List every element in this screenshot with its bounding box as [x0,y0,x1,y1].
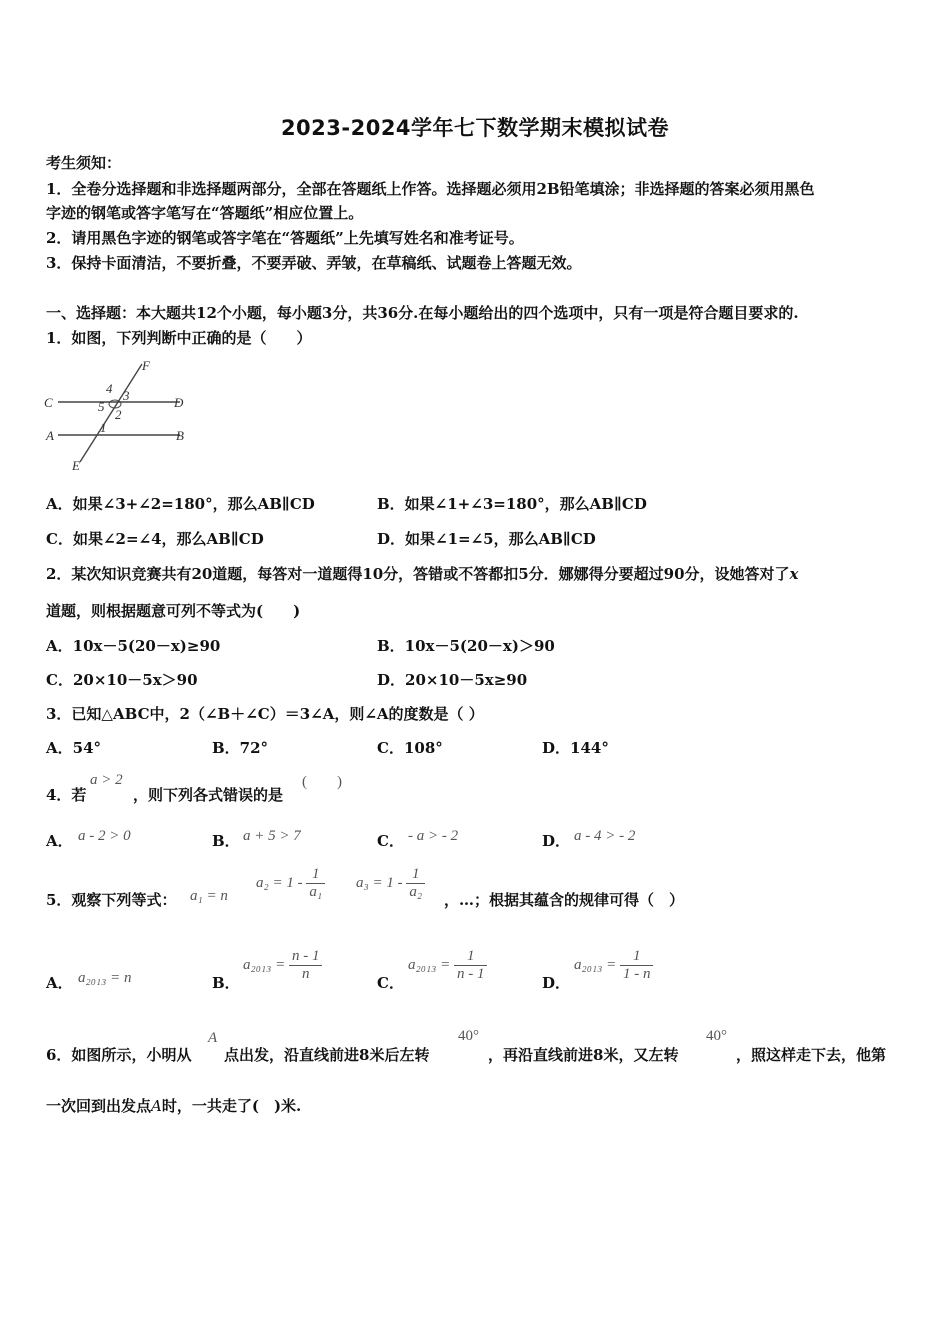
q5-option-d [574,948,653,983]
label-e: E [72,458,80,473]
q5-option-c-fraction [454,948,488,983]
q5-eq-2-left: a₂ = 1 - [256,874,303,891]
q5-eq-2-fraction [306,866,325,901]
q5-eq-2-den: a₁ [306,883,325,901]
q1-option-d: D．如果∠1=∠5，那么AB∥CD [377,530,596,548]
q5-option-c-den: n - 1 [454,965,488,983]
label-f: F [142,358,150,373]
q6-point-a: A [208,1030,218,1046]
q4-condition: a > 2 [90,772,123,788]
label-d: D [174,395,184,410]
q5-eq-3 [356,866,425,901]
label-angle-4: 4 [106,381,113,396]
q5-option-b-left: a₂₀₁₃ = [243,956,286,973]
q6-text-5 [46,1095,301,1116]
label-angle-3: 3 [123,388,130,403]
q3-option-d: D．144° [542,739,609,757]
q4-option-d: a - 4 > - 2 [574,828,636,844]
q2-option-a: A．10x－5(20－x)≥90 [46,637,221,655]
q5-option-a-label: A． [46,974,73,992]
q6-angle-1: 40° [458,1028,479,1044]
q6-text-2: 点出发，沿直线前进8米后左转 [224,1046,430,1064]
q5-eq-3-fraction [406,866,425,901]
q6-angle-2: 40° [706,1028,727,1044]
q6-text-5a: 一次回到出发点 [46,1097,152,1115]
q3-option-b: B．72° [212,739,269,757]
label-c: C [44,395,53,410]
q1-option-a: A．如果∠3+∠2=180°，那么AB∥CD [46,495,315,513]
q5-option-d-den: 1 - n [620,965,654,983]
q2-stem-2: 道题，则根据题意可列不等式为( ) [46,602,301,620]
q5-eq-2 [256,866,325,901]
line-ef [80,364,142,462]
label-angle-1: 1 [100,420,107,435]
q4-option-a: a - 2 > 0 [78,828,131,844]
q6-text-6: 时，一共走了( )米. [161,1097,302,1115]
q5-option-b [243,948,322,983]
q5-option-d-num: 1 [632,948,641,964]
notice-heading: 考生须知： [46,154,122,172]
q5-eq-3-den: a₂ [406,883,425,901]
notice-line-1: 1．全卷分选择题和非选择题两部分，全部在答题纸上作答。选择题必须用2B铅笔填涂；非选择题的答案必须用黑色 [46,180,815,198]
q4-option-b: a + 5 > 7 [243,828,301,844]
q4-paren: ( ) [302,774,342,790]
q2-stem-text: 2．某次知识竞赛共有20道题，每答对一道题得10分，答错或不答都扣5分．娜娜得分要超过90分，设她答对了 [46,565,790,583]
q1-option-c: C．如果∠2=∠4，那么AB∥CD [46,530,264,548]
q5-option-c-label: C． [377,974,404,992]
q5-option-b-num: n - 1 [291,948,320,964]
q3-stem: 3．已知△ABC中，2（∠B＋∠C）＝3∠A，则∠A的度数是（ ） [46,705,484,723]
q5-option-c-left: a₂₀₁₃ = [408,956,451,973]
q5-option-a: a₂₀₁₃ = n [78,970,132,986]
q5-option-d-fraction [620,948,654,983]
q5-eq-2-num: 1 [311,866,320,882]
q5-option-b-den: n [289,965,323,983]
q5-stem-b: ，…；根据其蕴含的规律可得（ ） [444,891,685,909]
notice-line-1b: 字迹的钢笔或答字笔写在“答题纸”相应位置上。 [46,204,364,222]
q2-option-d: D．20×10－5x≥90 [377,671,528,689]
q5-stem-a: 5．观察下列等式： [46,891,177,909]
page-title: 2023-2024学年七下数学期末模拟试卷 [280,116,670,140]
notice-line-3: 3．保持卡面清洁，不要折叠，不要弄破、弄皱，在草稿纸、试题卷上答题无效。 [46,254,582,272]
q5-option-d-left: a₂₀₁₃ = [574,956,617,973]
q5-eq-3-num: 1 [411,866,420,882]
q2-option-b: B．10x－5(20－x)＞90 [377,637,555,655]
q6-text-4: ，照这样走下去，他第 [736,1046,887,1064]
section-heading: 一、选择题：本大题共12个小题，每小题3分，共36分.在每小题给出的四个选项中，只有一项是符合题目要求的. [46,304,799,322]
q5-eq-3-left: a₃ = 1 - [356,874,403,891]
q4-option-c-label: C． [377,832,404,850]
q4-option-d-label: D． [542,832,571,850]
q5-option-c [408,948,487,983]
q5-option-c-num: 1 [466,948,475,964]
q6-text-3: ，再沿直线前进8米，又左转 [488,1046,679,1064]
notice-line-2: 2．请用黑色字迹的钢笔或答字笔在“答题纸”上先填写姓名和准考证号。 [46,229,524,247]
q3-option-c: C．108° [377,739,443,757]
q4-option-c: - a > - 2 [408,828,459,844]
q1-stem: 1．如图，下列判断中正确的是（ ） [46,329,312,347]
q4-option-a-label: A． [46,832,73,850]
q5-option-b-label: B． [212,974,240,992]
q1-option-b: B．如果∠1+∠3=180°，那么AB∥CD [377,495,647,513]
q5-option-b-fraction [289,948,323,983]
q4-option-b-label: B． [212,832,240,850]
q2-variable: x [789,565,799,583]
label-a: A [46,428,54,443]
q3-option-a: A．54° [46,739,102,757]
q5-eq-1: a₁ = n [190,888,228,904]
q2-stem [46,563,798,584]
q4-stem-a: 4．若 [46,786,87,804]
q6-point-a-2: A [151,1097,162,1115]
q6-text-1: 6．如图所示，小明从 [46,1046,192,1064]
label-b: B [176,428,184,443]
q4-stem-b: ，则下列各式错误的是 [133,786,284,804]
q5-option-d-label: D． [542,974,571,992]
q1-figure [40,356,200,476]
label-angle-2: 2 [115,407,122,422]
label-angle-5: 5 [98,399,105,414]
q2-option-c: C．20×10－5x＞90 [46,671,198,689]
